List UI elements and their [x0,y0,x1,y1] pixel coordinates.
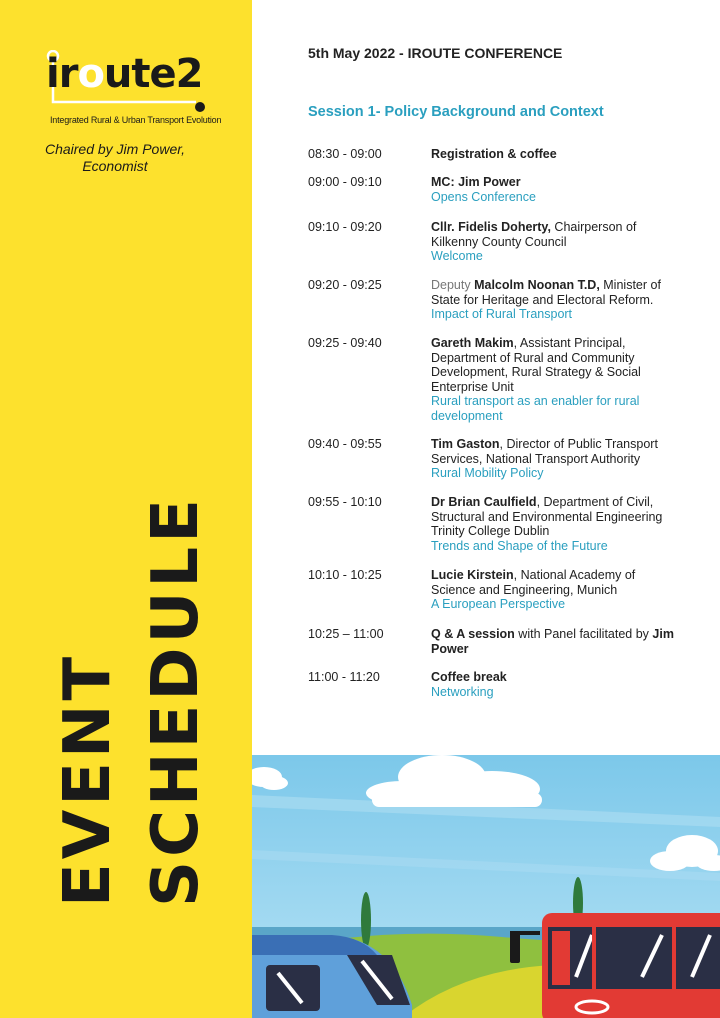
session-topic: Opens Conference [431,189,536,204]
session-topic: Welcome [431,249,483,264]
speaker-name: Cllr. Fidelis Doherty, [431,220,551,234]
speaker-name: MC: Jim Power [431,175,521,189]
row-description [431,220,681,264]
row-time: 09:25 - 09:40 [308,336,382,350]
conference-date-title: 5th May 2022 - IROUTE CONFERENCE [308,45,563,61]
speaker-affiliation: Chairperson of Kilkenny County Council [431,220,637,249]
logo-wordmark [46,50,202,98]
row-description [431,336,681,424]
schedule-heading: SCHEDULE [139,495,213,907]
speaker-name: Dr Brian Caulfield [431,495,537,509]
session-topic: Networking [431,684,494,699]
session-topic: Rural transport as an enabler for rural development [431,394,640,423]
row-time: 08:30 - 09:00 [308,147,382,161]
chaired-by-text [20,141,210,175]
facilitator-name: Jim Power [431,627,674,656]
row-time: 09:20 - 09:25 [308,278,382,292]
speaker-affiliation: with Panel facilitated by [514,627,653,641]
speaker-name: Coffee break [431,670,507,684]
speaker-affiliation: Minister of State for Heritage and Electoral Reform. [431,278,661,307]
speaker-name: Gareth Makim [431,336,514,350]
row-time: 11:00 - 11:20 [308,670,380,684]
speaker-affiliation: , Director of Public Transport Services, National Transport Authority [431,437,658,466]
chair-line-2: Economist [82,158,148,174]
logo-wordmark-part: ir [46,51,78,97]
iroute2-logo [46,50,222,130]
row-time: 09:00 - 09:10 [308,175,382,189]
chair-line-1: Chaired by Jim Power, [44,141,186,157]
event-heading: EVENT [51,652,125,907]
logo-tagline: Integrated Rural & Urban Transport Evolution [50,115,222,125]
session-topic: Impact of Rural Transport [431,307,573,322]
speaker-name: Malcolm Noonan T.D, [474,278,600,292]
speaker-name: Tim Gaston [431,437,500,451]
speaker-name: Lucie Kirstein [431,568,514,582]
row-description [431,495,681,553]
session-title: Session 1- Policy Background and Context [308,104,604,120]
speaker-affiliation: , Department of Civil, Structural and Environmental Engineering Trinity College Dublin [431,495,663,539]
logo-wordmark-o: o [77,51,104,97]
speaker-title-prefix: Deputy [431,278,475,292]
row-description [431,175,681,204]
row-description [431,437,681,481]
row-description [431,568,681,612]
speaker-name: Registration & coffee [431,147,557,161]
session-topic: Trends and Shape of the Future [431,538,608,553]
speaker-name: Q & A session [431,627,515,641]
row-time: 09:10 - 09:20 [308,220,382,234]
row-time: 10:25 – 11:00 [308,627,384,641]
row-time: 10:10 - 10:25 [308,568,382,582]
session-topic: A European Perspective [431,597,566,612]
row-time: 09:40 - 09:55 [308,437,382,451]
row-description [431,147,681,162]
row-description [431,670,681,699]
session-topic: Rural Mobility Policy [431,466,544,481]
row-time: 09:55 - 10:10 [308,495,382,509]
row-description [431,278,681,322]
speaker-affiliation: , Assistant Principal, Department of Rural and Community Development, Rural Strategy & Social Enterprise Unit [431,336,641,394]
speaker-affiliation: , National Academy of Science and Engineering, Munich [431,568,636,597]
row-description [431,627,681,656]
yellow-sidebar [0,0,252,1018]
cypress-tree [361,892,371,948]
transport-illustration [252,755,720,1018]
logo-wordmark-part: ute2 [103,51,203,97]
